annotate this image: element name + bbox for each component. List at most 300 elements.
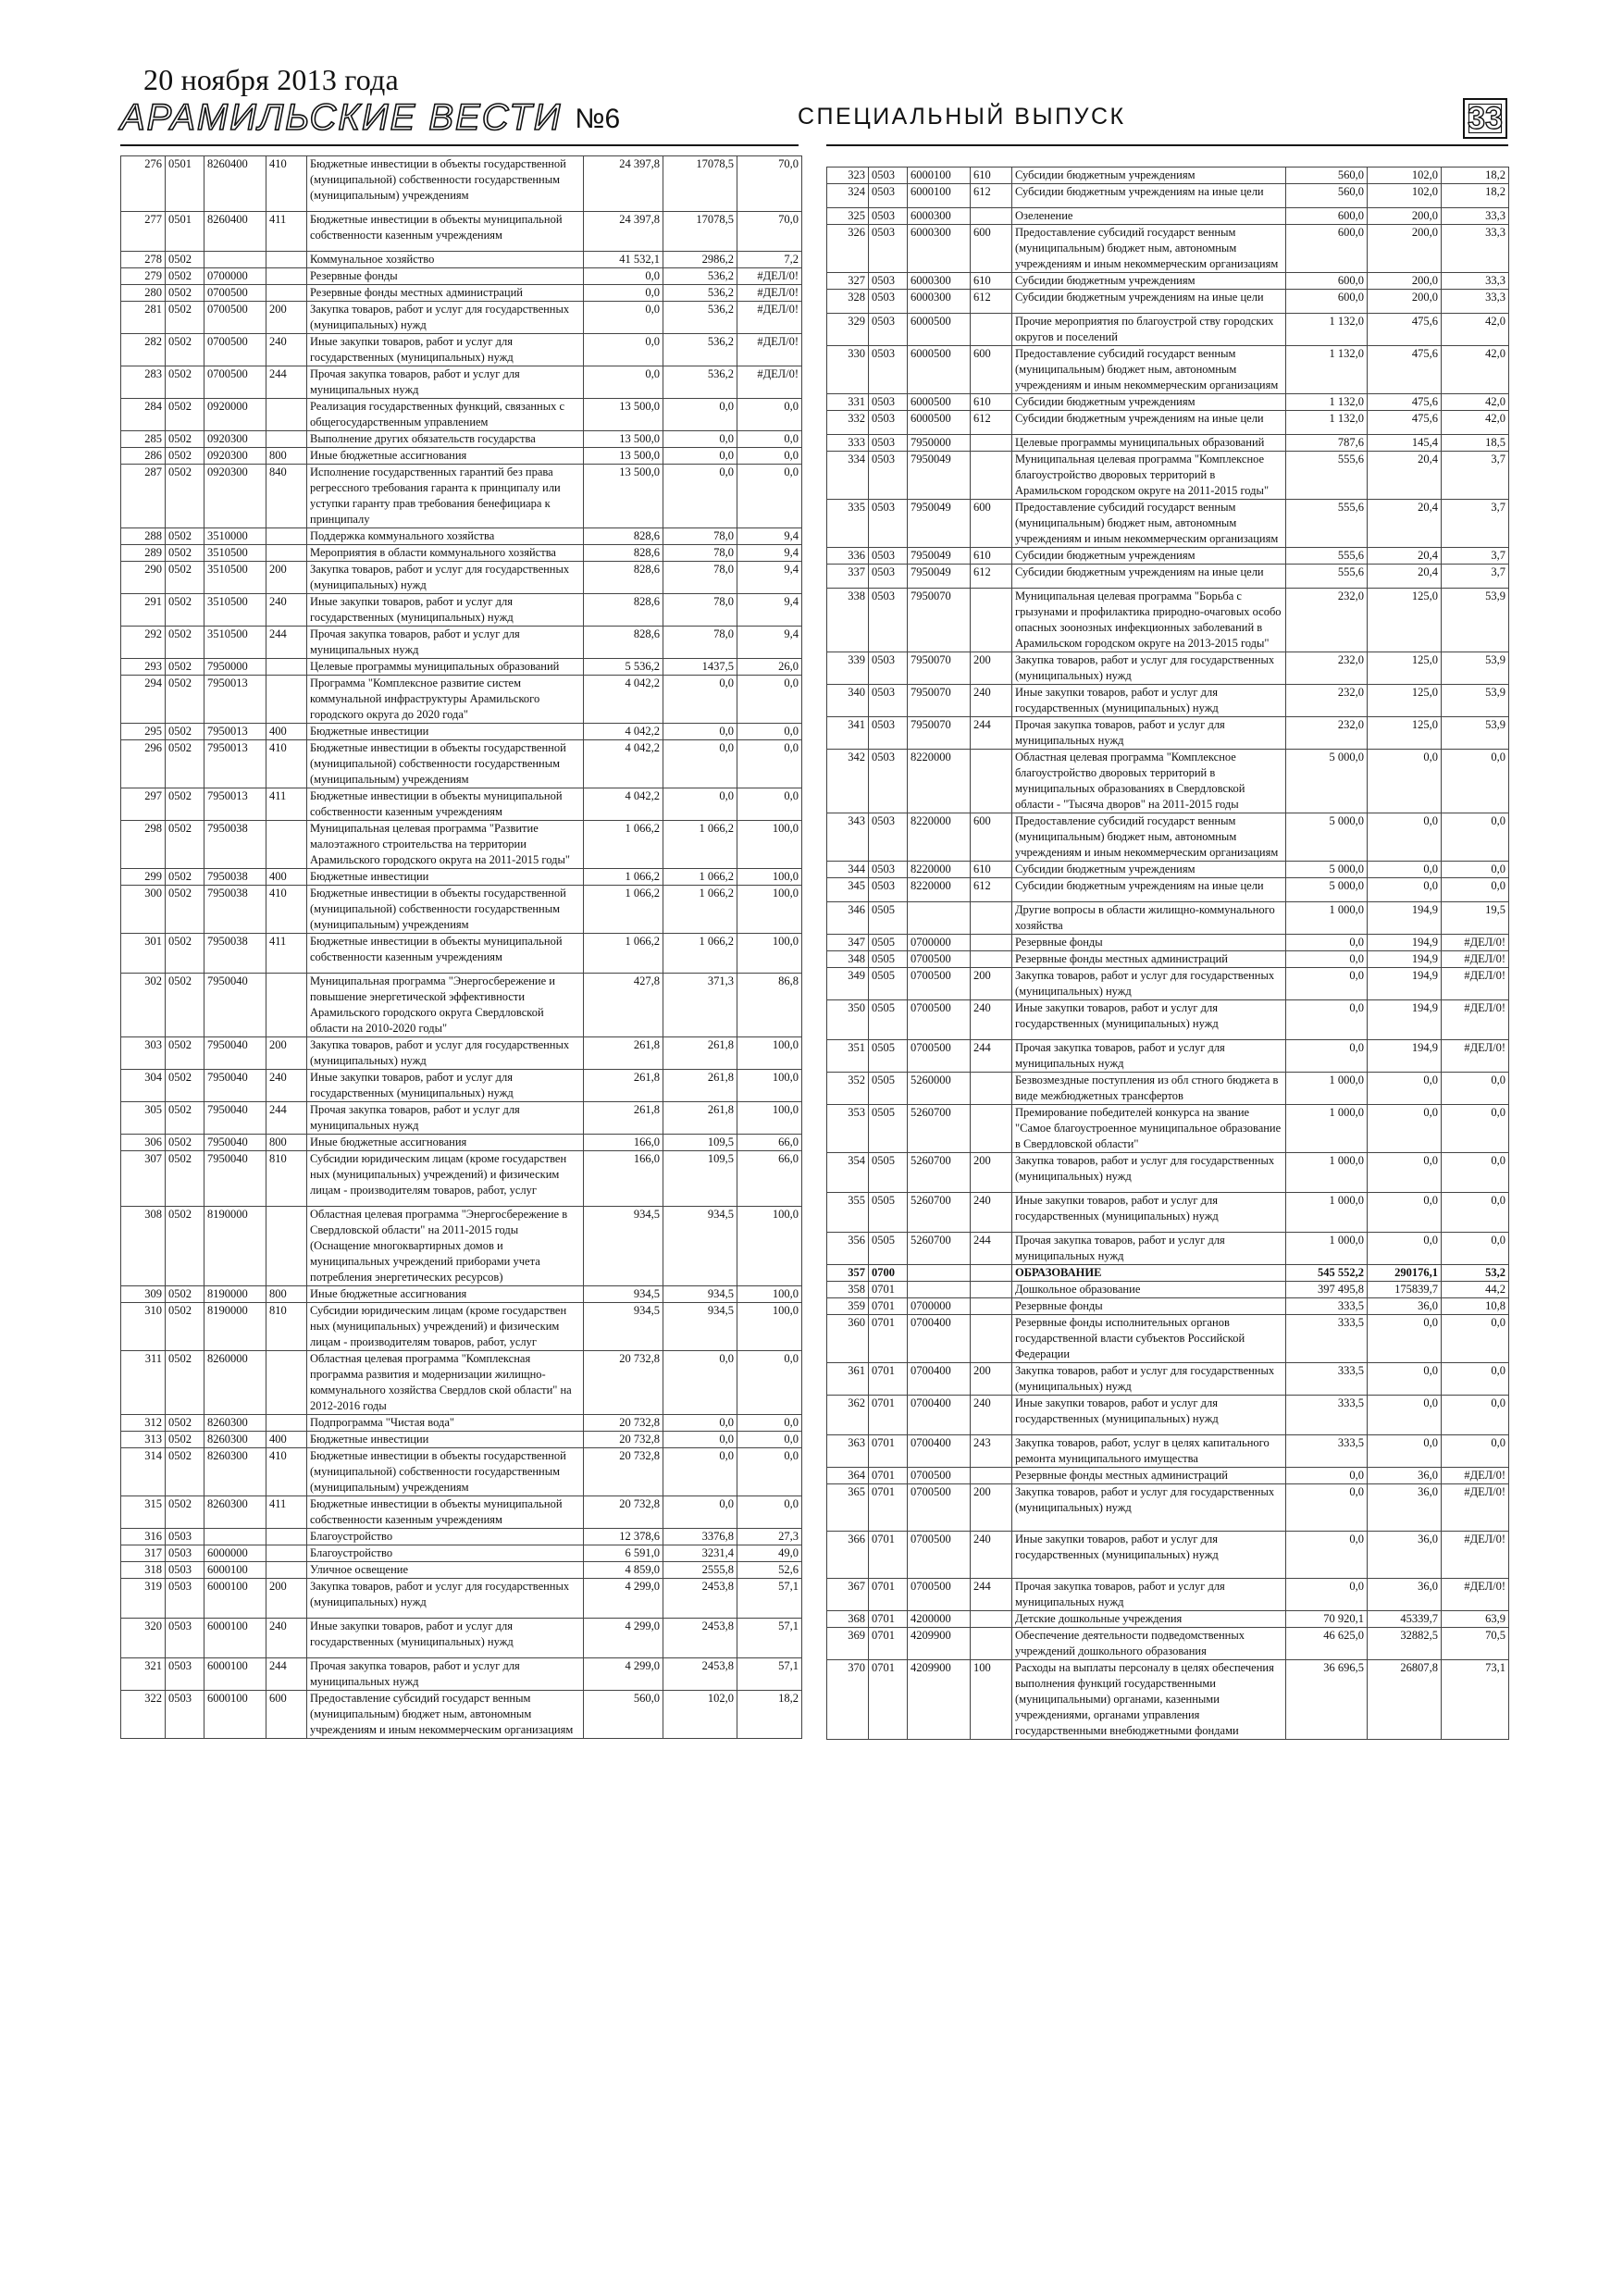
item-name: Закупка товаров, работ, услуг в целях капитального ремонта муниципального имущества <box>1012 1435 1286 1468</box>
expense-type-code: 200 <box>971 1363 1012 1396</box>
target-article-code: 0700000 <box>908 1298 971 1315</box>
actual-amount: 0,0 <box>663 676 737 724</box>
planned-amount: 545 552,2 <box>1286 1265 1368 1282</box>
actual-amount: 0,0 <box>1368 862 1442 878</box>
planned-amount: 0,0 <box>1286 935 1368 951</box>
item-name: Другие вопросы в области жилищно-коммунального хозяйства <box>1012 902 1286 935</box>
expense-type-code <box>971 935 1012 951</box>
row-number: 350 <box>827 1000 869 1040</box>
item-name: ОБРАЗОВАНИЕ <box>1012 1265 1286 1282</box>
execution-percent: 3,7 <box>1442 500 1509 548</box>
expense-type-code: 244 <box>266 627 307 659</box>
target-article-code: 0700000 <box>908 935 971 951</box>
actual-amount: 0,0 <box>1368 1396 1442 1435</box>
expense-type-code: 410 <box>266 156 307 212</box>
actual-amount: 290176,1 <box>1368 1265 1442 1282</box>
expense-type-code: 411 <box>266 934 307 974</box>
item-name: Программа "Комплексное развитие систем коммунальной инфраструктуры Арамильского городского округа до 2020 года" <box>307 676 584 724</box>
table-row <box>121 1102 802 1135</box>
row-number: 302 <box>121 974 166 1037</box>
execution-percent: 52,6 <box>737 1562 802 1579</box>
item-name: Субсидии бюджетным учреждениям на иные цели <box>1012 878 1286 902</box>
planned-amount: 20 732,8 <box>584 1448 663 1496</box>
expense-type-code: 240 <box>971 1396 1012 1435</box>
target-article-code: 7950049 <box>908 548 971 565</box>
table-row <box>827 1396 1509 1435</box>
actual-amount: 475,6 <box>1368 394 1442 411</box>
target-article-code: 4209900 <box>908 1660 971 1740</box>
table-row <box>827 813 1509 862</box>
actual-amount: 536,2 <box>663 302 737 334</box>
actual-amount: 934,5 <box>663 1286 737 1303</box>
execution-percent: 49,0 <box>737 1545 802 1562</box>
table-row <box>827 1282 1509 1298</box>
row-number: 293 <box>121 659 166 676</box>
table-row <box>827 1315 1509 1363</box>
execution-percent: 0,0 <box>1442 1105 1509 1153</box>
expense-type-code: 240 <box>971 1193 1012 1233</box>
planned-amount: 232,0 <box>1286 685 1368 717</box>
table-row <box>121 1351 802 1415</box>
header-rule-left <box>120 144 799 146</box>
target-article-code: 8220000 <box>908 750 971 813</box>
section-code: 0503 <box>166 1691 204 1739</box>
planned-amount: 1 132,0 <box>1286 346 1368 394</box>
actual-amount: 2453,8 <box>663 1658 737 1691</box>
item-name: Иные закупки товаров, работ и услуг для государственных (муниципальных) нужд <box>307 1070 584 1102</box>
actual-amount: 2453,8 <box>663 1579 737 1619</box>
item-name: Муниципальная целевая программа "Комплексное благоустройство дворовых территорий в Арамильском городском округе на 2011-2015 годы" <box>1012 452 1286 500</box>
actual-amount: 0,0 <box>1368 750 1442 813</box>
section-code: 0505 <box>869 935 908 951</box>
section-code: 0502 <box>166 302 204 334</box>
row-number: 288 <box>121 528 166 545</box>
target-article-code: 0700400 <box>908 1363 971 1396</box>
table-row <box>121 1529 802 1545</box>
execution-percent: #ДЕЛ/0! <box>1442 1484 1509 1532</box>
target-article-code: 0700500 <box>204 334 266 366</box>
actual-amount: 78,0 <box>663 594 737 627</box>
planned-amount: 20 732,8 <box>584 1496 663 1529</box>
actual-amount: 45339,7 <box>1368 1611 1442 1628</box>
expense-type-code: 610 <box>971 548 1012 565</box>
item-name: Иные закупки товаров, работ и услуг для государственных (муниципальных) нужд <box>1012 685 1286 717</box>
actual-amount: 0,0 <box>663 740 737 788</box>
execution-percent: 3,7 <box>1442 548 1509 565</box>
planned-amount: 232,0 <box>1286 589 1368 652</box>
expense-type-code <box>266 1207 307 1286</box>
planned-amount: 0,0 <box>1286 968 1368 1000</box>
planned-amount: 13 500,0 <box>584 399 663 431</box>
expense-type-code <box>266 431 307 448</box>
table-row <box>827 717 1509 750</box>
planned-amount: 4 042,2 <box>584 676 663 724</box>
execution-percent: 7,2 <box>737 252 802 268</box>
table-row <box>827 1265 1509 1282</box>
table-row <box>827 878 1509 902</box>
table-row <box>827 1073 1509 1105</box>
actual-amount: 109,5 <box>663 1151 737 1207</box>
planned-amount: 828,6 <box>584 627 663 659</box>
item-name: Закупка товаров, работ и услуг для государственных (муниципальных) нужд <box>1012 1363 1286 1396</box>
table-row <box>121 1579 802 1619</box>
execution-percent: 0,0 <box>1442 750 1509 813</box>
row-number: 304 <box>121 1070 166 1102</box>
planned-amount: 1 000,0 <box>1286 1193 1368 1233</box>
table-row <box>827 862 1509 878</box>
target-article-code: 8260300 <box>204 1448 266 1496</box>
target-article-code: 8190000 <box>204 1303 266 1351</box>
execution-percent: 53,9 <box>1442 685 1509 717</box>
execution-percent: #ДЕЛ/0! <box>737 268 802 285</box>
planned-amount: 20 732,8 <box>584 1432 663 1448</box>
execution-percent: 66,0 <box>737 1135 802 1151</box>
target-article-code: 5260700 <box>908 1233 971 1265</box>
table-row <box>121 1151 802 1207</box>
actual-amount: 2453,8 <box>663 1619 737 1658</box>
row-number: 279 <box>121 268 166 285</box>
execution-percent: 0,0 <box>737 724 802 740</box>
item-name: Иные закупки товаров, работ и услуг для государственных (муниципальных) нужд <box>1012 1193 1286 1233</box>
item-name: Предоставление субсидий государст венным (муниципальным) бюджет ным, автономным учреждениям и иным некоммерческим организациям <box>1012 225 1286 273</box>
section-code: 0505 <box>869 902 908 935</box>
planned-amount: 560,0 <box>1286 168 1368 184</box>
planned-amount: 232,0 <box>1286 717 1368 750</box>
item-name: Дошкольное образование <box>1012 1282 1286 1298</box>
actual-amount: 536,2 <box>663 334 737 366</box>
actual-amount: 0,0 <box>1368 1315 1442 1363</box>
execution-percent: 0,0 <box>1442 1233 1509 1265</box>
item-name: Прочая закупка товаров, работ и услуг для муниципальных нужд <box>1012 717 1286 750</box>
section-code: 0502 <box>166 869 204 886</box>
target-article-code: 6000100 <box>204 1658 266 1691</box>
table-row <box>121 627 802 659</box>
expense-type-code: 244 <box>266 1658 307 1691</box>
item-name: Озеленение <box>1012 208 1286 225</box>
page-number-box <box>1463 98 1507 139</box>
planned-amount: 600,0 <box>1286 290 1368 314</box>
section-code: 0502 <box>166 788 204 821</box>
item-name: Субсидии бюджетным учреждениям на иные цели <box>1012 290 1286 314</box>
row-number: 311 <box>121 1351 166 1415</box>
expense-type-code: 600 <box>971 346 1012 394</box>
row-number: 320 <box>121 1619 166 1658</box>
target-article-code: 0920300 <box>204 431 266 448</box>
target-article-code: 7950040 <box>204 1135 266 1151</box>
row-number: 335 <box>827 500 869 548</box>
section-code: 0505 <box>869 951 908 968</box>
expense-type-code <box>266 1415 307 1432</box>
execution-percent: 100,0 <box>737 1286 802 1303</box>
expense-type-code <box>266 1545 307 1562</box>
section-code: 0502 <box>166 399 204 431</box>
section-code: 0502 <box>166 1286 204 1303</box>
item-name: Субсидии бюджетным учреждениям <box>1012 548 1286 565</box>
execution-percent: 70,5 <box>1442 1628 1509 1660</box>
table-row <box>827 902 1509 935</box>
section-code: 0701 <box>869 1532 908 1579</box>
section-code: 0505 <box>869 1193 908 1233</box>
expense-type-code: 800 <box>266 448 307 465</box>
expense-type-code <box>266 676 307 724</box>
target-article-code: 6000000 <box>204 1545 266 1562</box>
execution-percent: 0,0 <box>1442 1153 1509 1193</box>
expense-type-code: 612 <box>971 878 1012 902</box>
expense-type-code: 810 <box>266 1303 307 1351</box>
actual-amount: 536,2 <box>663 366 737 399</box>
item-name: Премирование победителей конкурса на звание "Самое благоустроенное муниципальное образование в Свердловской области" <box>1012 1105 1286 1153</box>
expense-type-code <box>971 589 1012 652</box>
actual-amount: 194,9 <box>1368 951 1442 968</box>
item-name: Бюджетные инвестиции в объекты государственной (муниципальной) собственности государственным (муниципальным) учреждениям <box>307 886 584 934</box>
item-name: Резервные фонды местных администраций <box>307 285 584 302</box>
row-number: 338 <box>827 589 869 652</box>
execution-percent: 0,0 <box>737 1432 802 1448</box>
actual-amount: 26807,8 <box>1368 1660 1442 1740</box>
execution-percent: 0,0 <box>737 465 802 528</box>
planned-amount: 46 625,0 <box>1286 1628 1368 1660</box>
row-number: 294 <box>121 676 166 724</box>
execution-percent: #ДЕЛ/0! <box>1442 1579 1509 1611</box>
expense-type-code <box>971 435 1012 452</box>
expense-type-code: 200 <box>971 652 1012 685</box>
target-article-code: 6000500 <box>908 314 971 346</box>
expense-type-code: 610 <box>971 394 1012 411</box>
table-row <box>827 1484 1509 1532</box>
item-name: Бюджетные инвестиции в объекты муниципальной собственности казенным учреждениям <box>307 212 584 252</box>
planned-amount: 560,0 <box>584 1691 663 1739</box>
expense-type-code <box>266 285 307 302</box>
row-number: 366 <box>827 1532 869 1579</box>
target-article-code: 7950038 <box>204 869 266 886</box>
target-article-code: 7950013 <box>204 724 266 740</box>
target-article-code: 0700500 <box>204 285 266 302</box>
planned-amount: 828,6 <box>584 528 663 545</box>
planned-amount: 333,5 <box>1286 1363 1368 1396</box>
expense-type-code: 240 <box>266 594 307 627</box>
item-name: Областная целевая программа "Энергосбережение в Свердловской области" на 2011-2015 годы (Оснащение многоквартирных домов и муниципальных учреждений приборами учета потребления энергетических ресурсов) <box>307 1207 584 1286</box>
section-code: 0501 <box>166 156 204 212</box>
item-name: Закупка товаров, работ и услуг для государственных (муниципальных) нужд <box>307 1579 584 1619</box>
target-article-code: 6000300 <box>908 273 971 290</box>
execution-percent: 9,4 <box>737 627 802 659</box>
table-row <box>121 1545 802 1562</box>
planned-amount: 13 500,0 <box>584 465 663 528</box>
target-article-code: 6000300 <box>908 290 971 314</box>
expense-type-code: 612 <box>971 411 1012 435</box>
section-code: 0503 <box>869 225 908 273</box>
section-code: 0502 <box>166 974 204 1037</box>
row-number: 349 <box>827 968 869 1000</box>
target-article-code: 0700500 <box>908 1532 971 1579</box>
expense-type-code <box>971 1265 1012 1282</box>
planned-amount: 333,5 <box>1286 1396 1368 1435</box>
row-number: 315 <box>121 1496 166 1529</box>
item-name: Целевые программы муниципальных образований <box>1012 435 1286 452</box>
section-code: 0503 <box>166 1619 204 1658</box>
row-number: 323 <box>827 168 869 184</box>
actual-amount: 17078,5 <box>663 212 737 252</box>
planned-amount: 4 042,2 <box>584 724 663 740</box>
item-name: Резервные фонды <box>1012 935 1286 951</box>
planned-amount: 555,6 <box>1286 565 1368 589</box>
actual-amount: 0,0 <box>663 1448 737 1496</box>
newspaper-title: АРАМИЛЬСКИЕ ВЕСТИ <box>120 97 563 138</box>
item-name: Прочая закупка товаров, работ и услуг для муниципальных нужд <box>307 1102 584 1135</box>
section-code: 0502 <box>166 431 204 448</box>
actual-amount: 20,4 <box>1368 452 1442 500</box>
item-name: Субсидии юридическим лицам (кроме государствен ных (муниципальных) учреждений) и физическим лицам - производителям товаров, работ, услуг <box>307 1151 584 1207</box>
planned-amount: 828,6 <box>584 594 663 627</box>
item-name: Муниципальная программа "Энергосбережение и повышение энергетической эффективности Арамильского городского округа Свердловской области на 2010-2020 годы" <box>307 974 584 1037</box>
expense-type-code: 400 <box>266 869 307 886</box>
actual-amount: 0,0 <box>1368 1105 1442 1153</box>
target-article-code: 0700500 <box>908 1040 971 1073</box>
actual-amount: 0,0 <box>663 1432 737 1448</box>
target-article-code: 4200000 <box>908 1611 971 1628</box>
item-name: Бюджетные инвестиции <box>307 1432 584 1448</box>
expense-type-code: 200 <box>266 562 307 594</box>
target-article-code: 7950013 <box>204 788 266 821</box>
row-number: 283 <box>121 366 166 399</box>
section-code: 0701 <box>869 1468 908 1484</box>
item-name: Безвозмездные поступления из обл стного бюджета в виде межбюджетных трансфертов <box>1012 1073 1286 1105</box>
section-code: 0503 <box>869 565 908 589</box>
table-row <box>121 740 802 788</box>
row-number: 327 <box>827 273 869 290</box>
target-article-code: 0920000 <box>204 399 266 431</box>
planned-amount: 261,8 <box>584 1102 663 1135</box>
planned-amount: 5 000,0 <box>1286 862 1368 878</box>
expense-type-code: 200 <box>971 968 1012 1000</box>
actual-amount: 36,0 <box>1368 1532 1442 1579</box>
actual-amount: 2986,2 <box>663 252 737 268</box>
expense-type-code: 411 <box>266 1496 307 1529</box>
section-code: 0501 <box>166 212 204 252</box>
section-code: 0503 <box>869 208 908 225</box>
row-number: 305 <box>121 1102 166 1135</box>
row-number: 340 <box>827 685 869 717</box>
item-name: Прочие мероприятия по благоустрой ству городских округов и поселений <box>1012 314 1286 346</box>
expense-type-code <box>266 268 307 285</box>
planned-amount: 560,0 <box>1286 184 1368 208</box>
table-row <box>121 1496 802 1529</box>
actual-amount: 0,0 <box>1368 878 1442 902</box>
table-row <box>827 935 1509 951</box>
execution-percent: 44,2 <box>1442 1282 1509 1298</box>
section-code: 0502 <box>166 1070 204 1102</box>
execution-percent: 10,8 <box>1442 1298 1509 1315</box>
row-number: 337 <box>827 565 869 589</box>
expense-type-code: 400 <box>266 724 307 740</box>
target-article-code: 7950040 <box>204 1070 266 1102</box>
table-row <box>121 821 802 869</box>
planned-amount: 555,6 <box>1286 500 1368 548</box>
row-number: 299 <box>121 869 166 886</box>
section-code: 0502 <box>166 594 204 627</box>
actual-amount: 0,0 <box>1368 813 1442 862</box>
planned-amount: 13 500,0 <box>584 431 663 448</box>
row-number: 363 <box>827 1435 869 1468</box>
execution-percent: 66,0 <box>737 1151 802 1207</box>
execution-percent: #ДЕЛ/0! <box>737 334 802 366</box>
target-article-code: 8260300 <box>204 1496 266 1529</box>
actual-amount: 1 066,2 <box>663 869 737 886</box>
item-name: Прочая закупка товаров, работ и услуг для муниципальных нужд <box>1012 1233 1286 1265</box>
row-number: 290 <box>121 562 166 594</box>
expense-type-code: 244 <box>971 1579 1012 1611</box>
item-name: Областная целевая программа "Комплексное благоустройство дворовых территорий в муниципальных образованиях в Свердловской области - "Тысяча дворов" на 2011-2015 годы <box>1012 750 1286 813</box>
actual-amount: 0,0 <box>663 1351 737 1415</box>
actual-amount: 20,4 <box>1368 500 1442 548</box>
row-number: 333 <box>827 435 869 452</box>
section-code: 0503 <box>869 435 908 452</box>
planned-amount: 397 495,8 <box>1286 1282 1368 1298</box>
target-article-code: 6000100 <box>908 168 971 184</box>
target-article-code: 0700400 <box>908 1315 971 1363</box>
actual-amount: 194,9 <box>1368 935 1442 951</box>
row-number: 318 <box>121 1562 166 1579</box>
planned-amount: 1 066,2 <box>584 869 663 886</box>
table-row <box>121 268 802 285</box>
actual-amount: 194,9 <box>1368 1000 1442 1040</box>
section-code: 0502 <box>166 545 204 562</box>
execution-percent: 42,0 <box>1442 411 1509 435</box>
target-article-code: 3510000 <box>204 528 266 545</box>
execution-percent: 26,0 <box>737 659 802 676</box>
actual-amount: 536,2 <box>663 268 737 285</box>
actual-amount: 536,2 <box>663 285 737 302</box>
execution-percent: 100,0 <box>737 1102 802 1135</box>
table-row <box>827 1435 1509 1468</box>
planned-amount: 828,6 <box>584 562 663 594</box>
execution-percent: 18,2 <box>737 1691 802 1739</box>
row-number: 314 <box>121 1448 166 1496</box>
item-name: Прочая закупка товаров, работ и услуг для муниципальных нужд <box>307 627 584 659</box>
table-row <box>827 1040 1509 1073</box>
actual-amount: 0,0 <box>663 788 737 821</box>
planned-amount: 0,0 <box>584 285 663 302</box>
row-number: 336 <box>827 548 869 565</box>
item-name: Целевые программы муниципальных образований <box>307 659 584 676</box>
execution-percent: 9,4 <box>737 562 802 594</box>
item-name: Бюджетные инвестиции в объекты муниципальной собственности казенным учреждениям <box>307 1496 584 1529</box>
item-name: Субсидии бюджетным учреждениям <box>1012 168 1286 184</box>
expense-type-code <box>971 1468 1012 1484</box>
execution-percent: 63,9 <box>1442 1611 1509 1628</box>
table-row <box>121 594 802 627</box>
planned-amount: 333,5 <box>1286 1435 1368 1468</box>
row-number: 286 <box>121 448 166 465</box>
planned-amount: 333,5 <box>1286 1298 1368 1315</box>
actual-amount: 125,0 <box>1368 685 1442 717</box>
execution-percent: 70,0 <box>737 156 802 212</box>
row-number: 353 <box>827 1105 869 1153</box>
section-code: 0505 <box>869 968 908 1000</box>
row-number: 356 <box>827 1233 869 1265</box>
section-code: 0503 <box>869 411 908 435</box>
actual-amount: 261,8 <box>663 1102 737 1135</box>
item-name: Бюджетные инвестиции в объекты государственной (муниципальной) собственности государственным (муниципальным) учреждениям <box>307 156 584 212</box>
section-code: 0502 <box>166 724 204 740</box>
planned-amount: 4 042,2 <box>584 788 663 821</box>
target-article-code: 7950040 <box>204 974 266 1037</box>
row-number: 345 <box>827 878 869 902</box>
planned-amount: 934,5 <box>584 1207 663 1286</box>
execution-percent: 0,0 <box>737 788 802 821</box>
table-row <box>827 208 1509 225</box>
actual-amount: 0,0 <box>663 431 737 448</box>
